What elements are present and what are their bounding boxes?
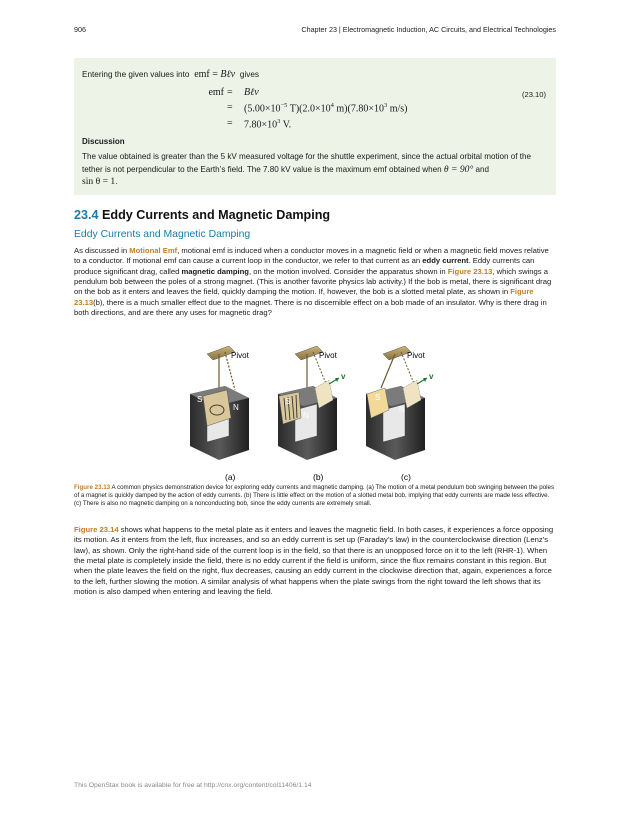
page-footer: This OpenStax book is available for free at http://cnx.org/content/col11406/1.14 — [74, 782, 312, 789]
discussion-heading: Discussion — [82, 137, 125, 146]
section-title-text: Eddy Currents and Magnetic Damping — [102, 208, 331, 222]
pivot-label: Pivot — [407, 351, 425, 360]
pole-n-label: N — [233, 403, 239, 412]
equation-number: (23.10) — [521, 90, 546, 99]
pivot-label: Pivot — [319, 351, 337, 360]
panel-b-label: (b) — [313, 472, 324, 482]
velocity-label: v — [341, 372, 346, 381]
eq-equals-3: = — [227, 118, 233, 129]
figure-23-14-link[interactable]: Figure 23.14 — [74, 525, 119, 534]
panel-c-label: (c) — [401, 472, 411, 482]
velocity-label: v — [429, 372, 434, 381]
eq-line-2: ($5.00\times 10^{-5}$ $T)(2.0\times 10^4$ $m)(7.80\times 10^3$ m/s) — [244, 102, 408, 115]
chapter-title: Chapter 23 | Electromagnetic Induction, AC Circuits, and Electrical Technologies — [301, 25, 556, 34]
pivot-label: Pivot — [231, 351, 249, 360]
page-number: 906 — [74, 25, 86, 34]
paragraph-1: As discussed in Motional Emf, motional emf is induced when a conductor moves in a magnetic field or when a magnetic field moves relative to a conductor. If motional emf can cause a current loop in the conductor, we refer to that current as an eddy current. Eddy currents can produce significant drag, called magnetic damping, on the motion involved. Consider the apparatus shown in Figure 23.13, which swings a pendulum bob between the poles of a strong magnet. (This is another favorite physics lab activity.) If the bob is metal, there is significant drag on the bob as it enters and leaves the field, quickly damping the motion. If, however, the bob is a slotted metal plate, as shown in Figure 23.13(b), there is a much smaller effect due to the magnet. There is no discernible effect on a bob made of an insulator. Why is there drag in both directions, and are there any uses for magnetic drag? — [74, 246, 552, 318]
pole-n-label: N — [399, 405, 405, 414]
example-intro — [82, 69, 259, 80]
eq-line-1: Bℓv — [244, 87, 259, 98]
intro-text: Entering the given values into — [82, 70, 190, 79]
pole-s-label: S — [285, 397, 291, 406]
eq-equals-1: = — [227, 87, 233, 98]
panel-a — [190, 346, 250, 482]
pole-n-label: N — [303, 411, 309, 420]
section-title — [74, 208, 330, 222]
figure-23-13 — [185, 338, 445, 484]
caption-text: A common physics demonstration device for exploring eddy currents and magnetic damping. (a) The motion of a metal pendulum bob swinging between the poles of a magnet is quickly damped by the action of eddy currents. (b) There is little effect on the motion of a slotted metal bob, implying that eddy currents are made less effective. (c) There is also no magnetic damping on a nonconducting bob, since the eddy currents are extremely small. — [74, 484, 555, 508]
panel-a-label: (a) — [225, 472, 236, 482]
discussion-text: The value obtained is greater than the 5 kV measured voltage for the shuttle experiment, since the actual orbital motion of the tether is not perpendicular to the Earth’s field. The 7.80 kV value is the maximum emf obtained when θ = 90° and sin θ = 1. — [82, 152, 532, 188]
intro-formula: emf = Bℓv — [194, 69, 236, 80]
subsection-title: Eddy Currents and Magnetic Damping — [74, 229, 251, 240]
figure-23-13-link[interactable]: Figure 23.13 — [447, 266, 493, 276]
panel-b — [278, 346, 346, 482]
figure-23-13-link-2[interactable]: Figure 23.13 — [74, 287, 534, 307]
paragraph-2: Figure 23.14 shows what happens to the metal plate as it enters and leaves the magnetic field. In both cases, it experiences a force opposing its motion. As it enters from the left, flux increases, and so an eddy current is set up (Faraday’s law) in the counterclockwise direction (Lenz’s law), as shown. Only the right-hand side of the current loop is in the field, so that there is an unopposed force on it to the left (RHR-1). When the metal plate is completely inside the field, there is no eddy current if the field is uniform, since the flux remains constant in this region. But when the plate leaves the field on the right, flux decreases, causing an eddy current in the clockwise direction that, again, experiences a force to the left, further slowing the motion. A similar analysis of what happens when the plate swings from the right toward the left shows that its motion is also damped when entering and leaving the field. — [74, 525, 554, 597]
figure-caption — [74, 484, 556, 509]
intro-gives: gives — [239, 70, 260, 79]
caption-label: Figure 23.13 — [74, 484, 111, 491]
motional-emf-link[interactable]: Motional Emf — [129, 246, 178, 255]
panel-c — [366, 346, 434, 482]
eq-line-3: $7.80\times 10^3$ V. — [244, 118, 292, 131]
pole-s-label: S — [375, 393, 381, 402]
example-solution-box: Entering the given values into emf = Bℓv gives emf = Bℓv = ($5.00\times 10^{-5}$ $T)(2.0\times 10^4$ $m)(7.80\times 10^3$ m/s) = $7.80\times 10^3$ V. (23.10) Discussion The value obtained is greater than the 5 kV measured voltage for the shuttle experiment, since the actual orbital motion of the tether is not perpendicular to the Earth’s field. The 7.80 kV value is the maximum emf obtained when θ = 90° and sin θ = 1. — [74, 58, 556, 195]
section-number: 23.4 — [74, 208, 99, 222]
eq-equals-2: = — [227, 102, 233, 113]
pole-s-label: S — [197, 395, 203, 404]
